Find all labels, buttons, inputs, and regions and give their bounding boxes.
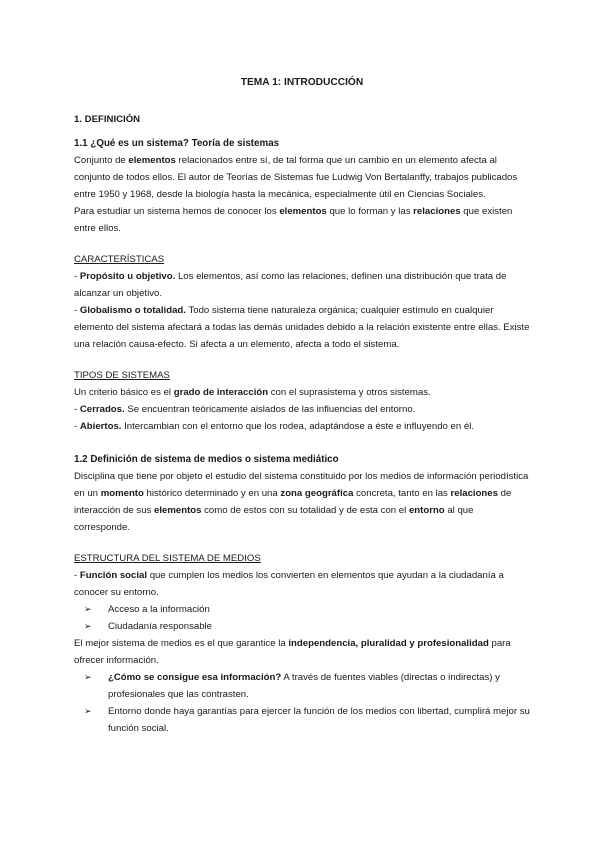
tipo-abiertos: - Abiertos. Intercambian con el entorno que los rodea, adaptándose a éste e influyendo en él. <box>74 421 475 432</box>
page-title: TEMA 1: INTRODUCCIÓN <box>240 77 364 88</box>
arrow-bullet-icon: ➢ <box>84 604 92 614</box>
list-item: ➢ Entorno donde haya garantías para ejercer la función de los medios con libertad, cumplirá mejor su función social. <box>74 703 530 737</box>
tipos-intro: Un criterio básico es el grado de interacción con el suprasistema y otros sistemas. <box>74 387 431 398</box>
subsection-heading-1-2: 1.2 Definición de sistema de medios o sistema mediático <box>74 454 339 465</box>
bullet-list-funcion <box>74 601 530 635</box>
bullet-list-garantias <box>74 669 530 737</box>
section-heading-tipos: TIPOS DE SISTEMAS <box>74 370 170 381</box>
paragraph-funcion-social: - Función social que cumplen los medios los convierten en elementos que ayudan a la ciudadanía a conocer su entorno. <box>74 570 504 598</box>
section-heading-caracteristicas: CARACTERÍSTICAS <box>74 254 165 265</box>
list-item: ➢ Acceso a la información <box>74 601 530 618</box>
caracteristica-globalismo: - Globalismo o totalidad. Todo sistema tiene naturaleza orgánica; cualquier estímulo en cualquier elemento del sistema afectará a todas las demás unidades debido a la relación existente entre ellas. Existe una relación causa-efecto. Si afecta a un elemento, afecta a todo el sistema. <box>74 305 530 350</box>
arrow-bullet-icon: ➢ <box>84 706 92 716</box>
arrow-bullet-icon: ➢ <box>84 672 92 682</box>
subsection-heading-1-1: 1.1 ¿Qué es un sistema? Teoría de sistemas <box>74 138 280 149</box>
caracteristica-proposito: - Propósito u objetivo. Los elementos, así como las relaciones, definen una distribución que trata de alcanzar un objetivo. <box>74 271 507 299</box>
paragraph-sistema-definition: Conjunto de elementos relacionados entre sí, de tal forma que un cambio en un elemento afecta al conjunto de todos ellos. El autor de Teorías de Sistemas fue Ludwig Von Bertalanffy, trabajos publicados entre 1950 y 1968, desde la biología hasta la mecánica, especialmente útil en Ciencias Sociales. <box>74 155 518 200</box>
document-content <box>74 68 530 737</box>
list-item: ➢ Ciudadanía responsable <box>74 618 530 635</box>
section-heading-estructura: ESTRUCTURA DEL SISTEMA DE MEDIOS <box>74 553 261 564</box>
paragraph-sistema-mediatico: Disciplina que tiene por objeto el estudio del sistema constituido por los medios de información periodística en un momento histórico determinado y en una zona geográfica concreta, tanto en las relaciones de interacción de sus elementos como de estos con su totalidad y de esta con el entorno al que corresponde. <box>74 471 529 533</box>
section-heading-definicion: 1. DEFINICIÓN <box>74 114 141 125</box>
arrow-bullet-icon: ➢ <box>84 621 92 631</box>
paragraph-estudiar-sistema: Para estudiar un sistema hemos de conocer los elementos que lo forman y las relaciones que existen entre ellos. <box>74 206 513 234</box>
paragraph-mejor-sistema: El mejor sistema de medios es el que garantice la independencia, pluralidad y profesionalidad para ofrecer información. <box>74 638 511 666</box>
list-item: ➢ ¿Cómo se consigue esa información? A través de fuentes viables (directas o indirectas) y profesionales que las contrasten. <box>74 669 530 703</box>
tipo-cerrados: - Cerrados. Se encuentran teóricamente aislados de las influencias del entorno. <box>74 404 416 415</box>
